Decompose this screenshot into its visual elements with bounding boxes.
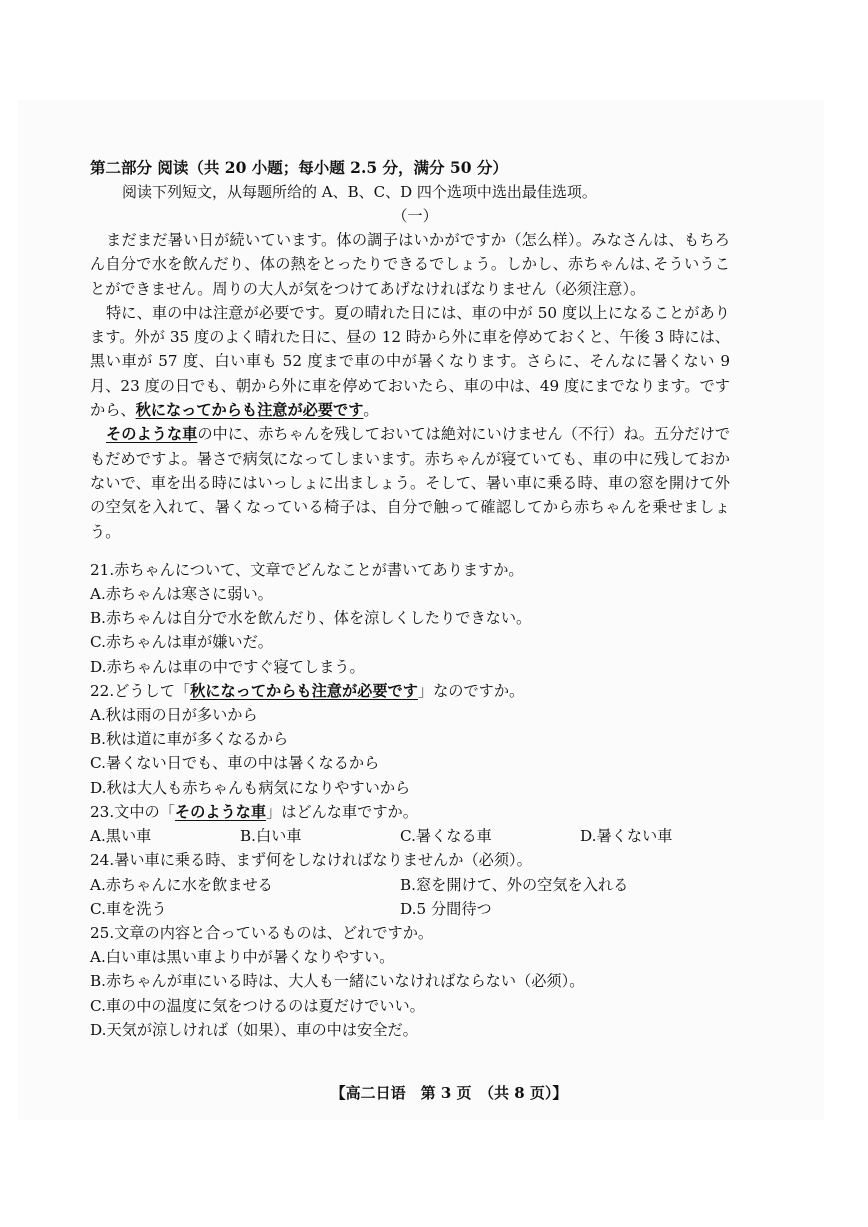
- question-stem: 21.赤ちゃんについて、文章でどんなことが書いてありますか。: [90, 560, 524, 579]
- option-c: C.暑くない日でも、車の中は暑くなるから: [90, 754, 380, 773]
- option-b: B.窓を開けて、外の空気を入れる: [400, 875, 629, 894]
- underlined-phrase-autumn: 秋になってからも注意が必要です: [135, 401, 364, 420]
- stem-underline: そのような車: [174, 802, 267, 821]
- option-b: B.秋は道に車が多くなるから: [90, 730, 289, 749]
- stem-underline: 秋になってからも注意が必要です: [190, 681, 418, 700]
- stem-suffix: 」なのですか。: [417, 681, 525, 700]
- option-a: A.赤ちゃんに水を飲ませる: [90, 875, 273, 894]
- question-25: [90, 921, 730, 1042]
- option-d: D.秋は大人も赤ちゃんも病気になりやすいから: [90, 778, 411, 797]
- section-instruction: 阅读下列短文，从每题所给的 A、B、C、D 四个选项中选出最佳选项。: [122, 183, 597, 201]
- underlined-phrase-car: そのような車: [106, 425, 198, 444]
- option-b: B.赤ちゃんは自分で水を飲んだり、体を涼しくしたりできない。: [90, 609, 532, 628]
- question-stem: 25.文章の内容と合っているものは、どれですか。: [90, 923, 434, 942]
- question-21: [90, 558, 730, 679]
- question-23: [90, 800, 730, 848]
- option-c: C.赤ちゃんは車が嫌いだ。: [90, 633, 273, 652]
- section-heading: 第二部分 阅读（共 20 小题；每小题 2.5 分，满分 50 分）: [90, 158, 508, 177]
- option-a: A.白い車は黒い車より中が暑くなりやすい。: [90, 948, 395, 967]
- paragraph-2-end: 。: [363, 401, 379, 420]
- option-d: D.暑くない車: [580, 827, 673, 846]
- options-row-2: [90, 897, 730, 921]
- option-c: C.車を洗う: [90, 899, 167, 918]
- page-footer: 【高二日语 第 3 页 （共 8 页）】: [330, 1084, 568, 1102]
- passage-paragraph-1: まだまだ暑い日が続いています。体の調子はいかがですか（怎么样）。みなさんは、もちろん自分で水を飲んだり、体の熱をとったりできるでしょう。しかし、赤ちゃんは､そういうことができません。周りの大人が気をつけてあげなければなりません（必须注意）。: [90, 231, 730, 298]
- stem-suffix: 」はどんな車ですか。: [266, 802, 418, 821]
- option-b: B.白い車: [240, 827, 302, 846]
- option-a: A.赤ちゃんは寒さに弱い。: [90, 585, 273, 604]
- question-24: [90, 848, 730, 921]
- paragraph-3-text: の中に、赤ちゃんを残しておいては絶対にいけません（不行）ね。五分だけでもだめですよ。暑さで病気になってしまいます。赤ちゃんが寝ていても、車の中に残しておかないで、車を出る時にはいっしょに出ましょう。そして、暑い車に乗る時、車の窓を開けて外の空気を入れて、暑くなっている椅子は、自分で触って確認してから赤ちゃんを乗せましょう。: [90, 425, 731, 541]
- question-stem: 24.暑い車に乗る時、まず何をしなければなりませんか（必须）。: [90, 851, 532, 870]
- question-stem: [90, 800, 730, 824]
- options-row: [90, 824, 730, 848]
- option-a: A.秋は雨の日が多いから: [90, 706, 258, 725]
- question-22: [90, 679, 730, 800]
- questions: [90, 558, 730, 1042]
- options-row-1: [90, 873, 730, 897]
- stem-prefix: 22.どうして「: [90, 681, 191, 700]
- stem-prefix: 23.文中の「: [90, 802, 175, 821]
- passage: [90, 228, 730, 544]
- option-a: A.黒い車: [90, 827, 152, 846]
- option-c: C.車の中の温度に気をつけるのは夏だけでいい。: [90, 996, 425, 1015]
- option-c: C.暑くなる車: [400, 827, 492, 846]
- paragraph-2-text: 特に、車の中は注意が必要です。夏の晴れた日には、車の中が 50 度以上になることがあります。外が 35 度のよく晴れた日に、昼の 12 時から外に車を停めておくと、午後 3 時には、黒い車が 57 度、白い車も 52 度まで車の中が暑くなります。さらに、そんなに暑くない 9 月、23 度の日でも、朝から外に車を停めておいたら、車の中は、49 度にまでなります。ですから、: [90, 303, 730, 420]
- option-d: D.天気が涼しければ（如果）、車の中は安全だ。: [90, 1020, 418, 1039]
- reading-section: [90, 156, 730, 1042]
- passage-paragraph-3: [90, 422, 730, 543]
- option-b: B.赤ちゃんが車にいる時は、大人も一緒にいなければならない（必须）。: [90, 972, 585, 991]
- option-d: D.赤ちゃんは車の中ですぐ寝てしまう。: [90, 657, 365, 676]
- question-stem: [90, 679, 730, 703]
- passage-number: （一）: [392, 207, 438, 225]
- passage-paragraph-2: [90, 301, 730, 422]
- option-d: D.5 分間待つ: [400, 899, 492, 918]
